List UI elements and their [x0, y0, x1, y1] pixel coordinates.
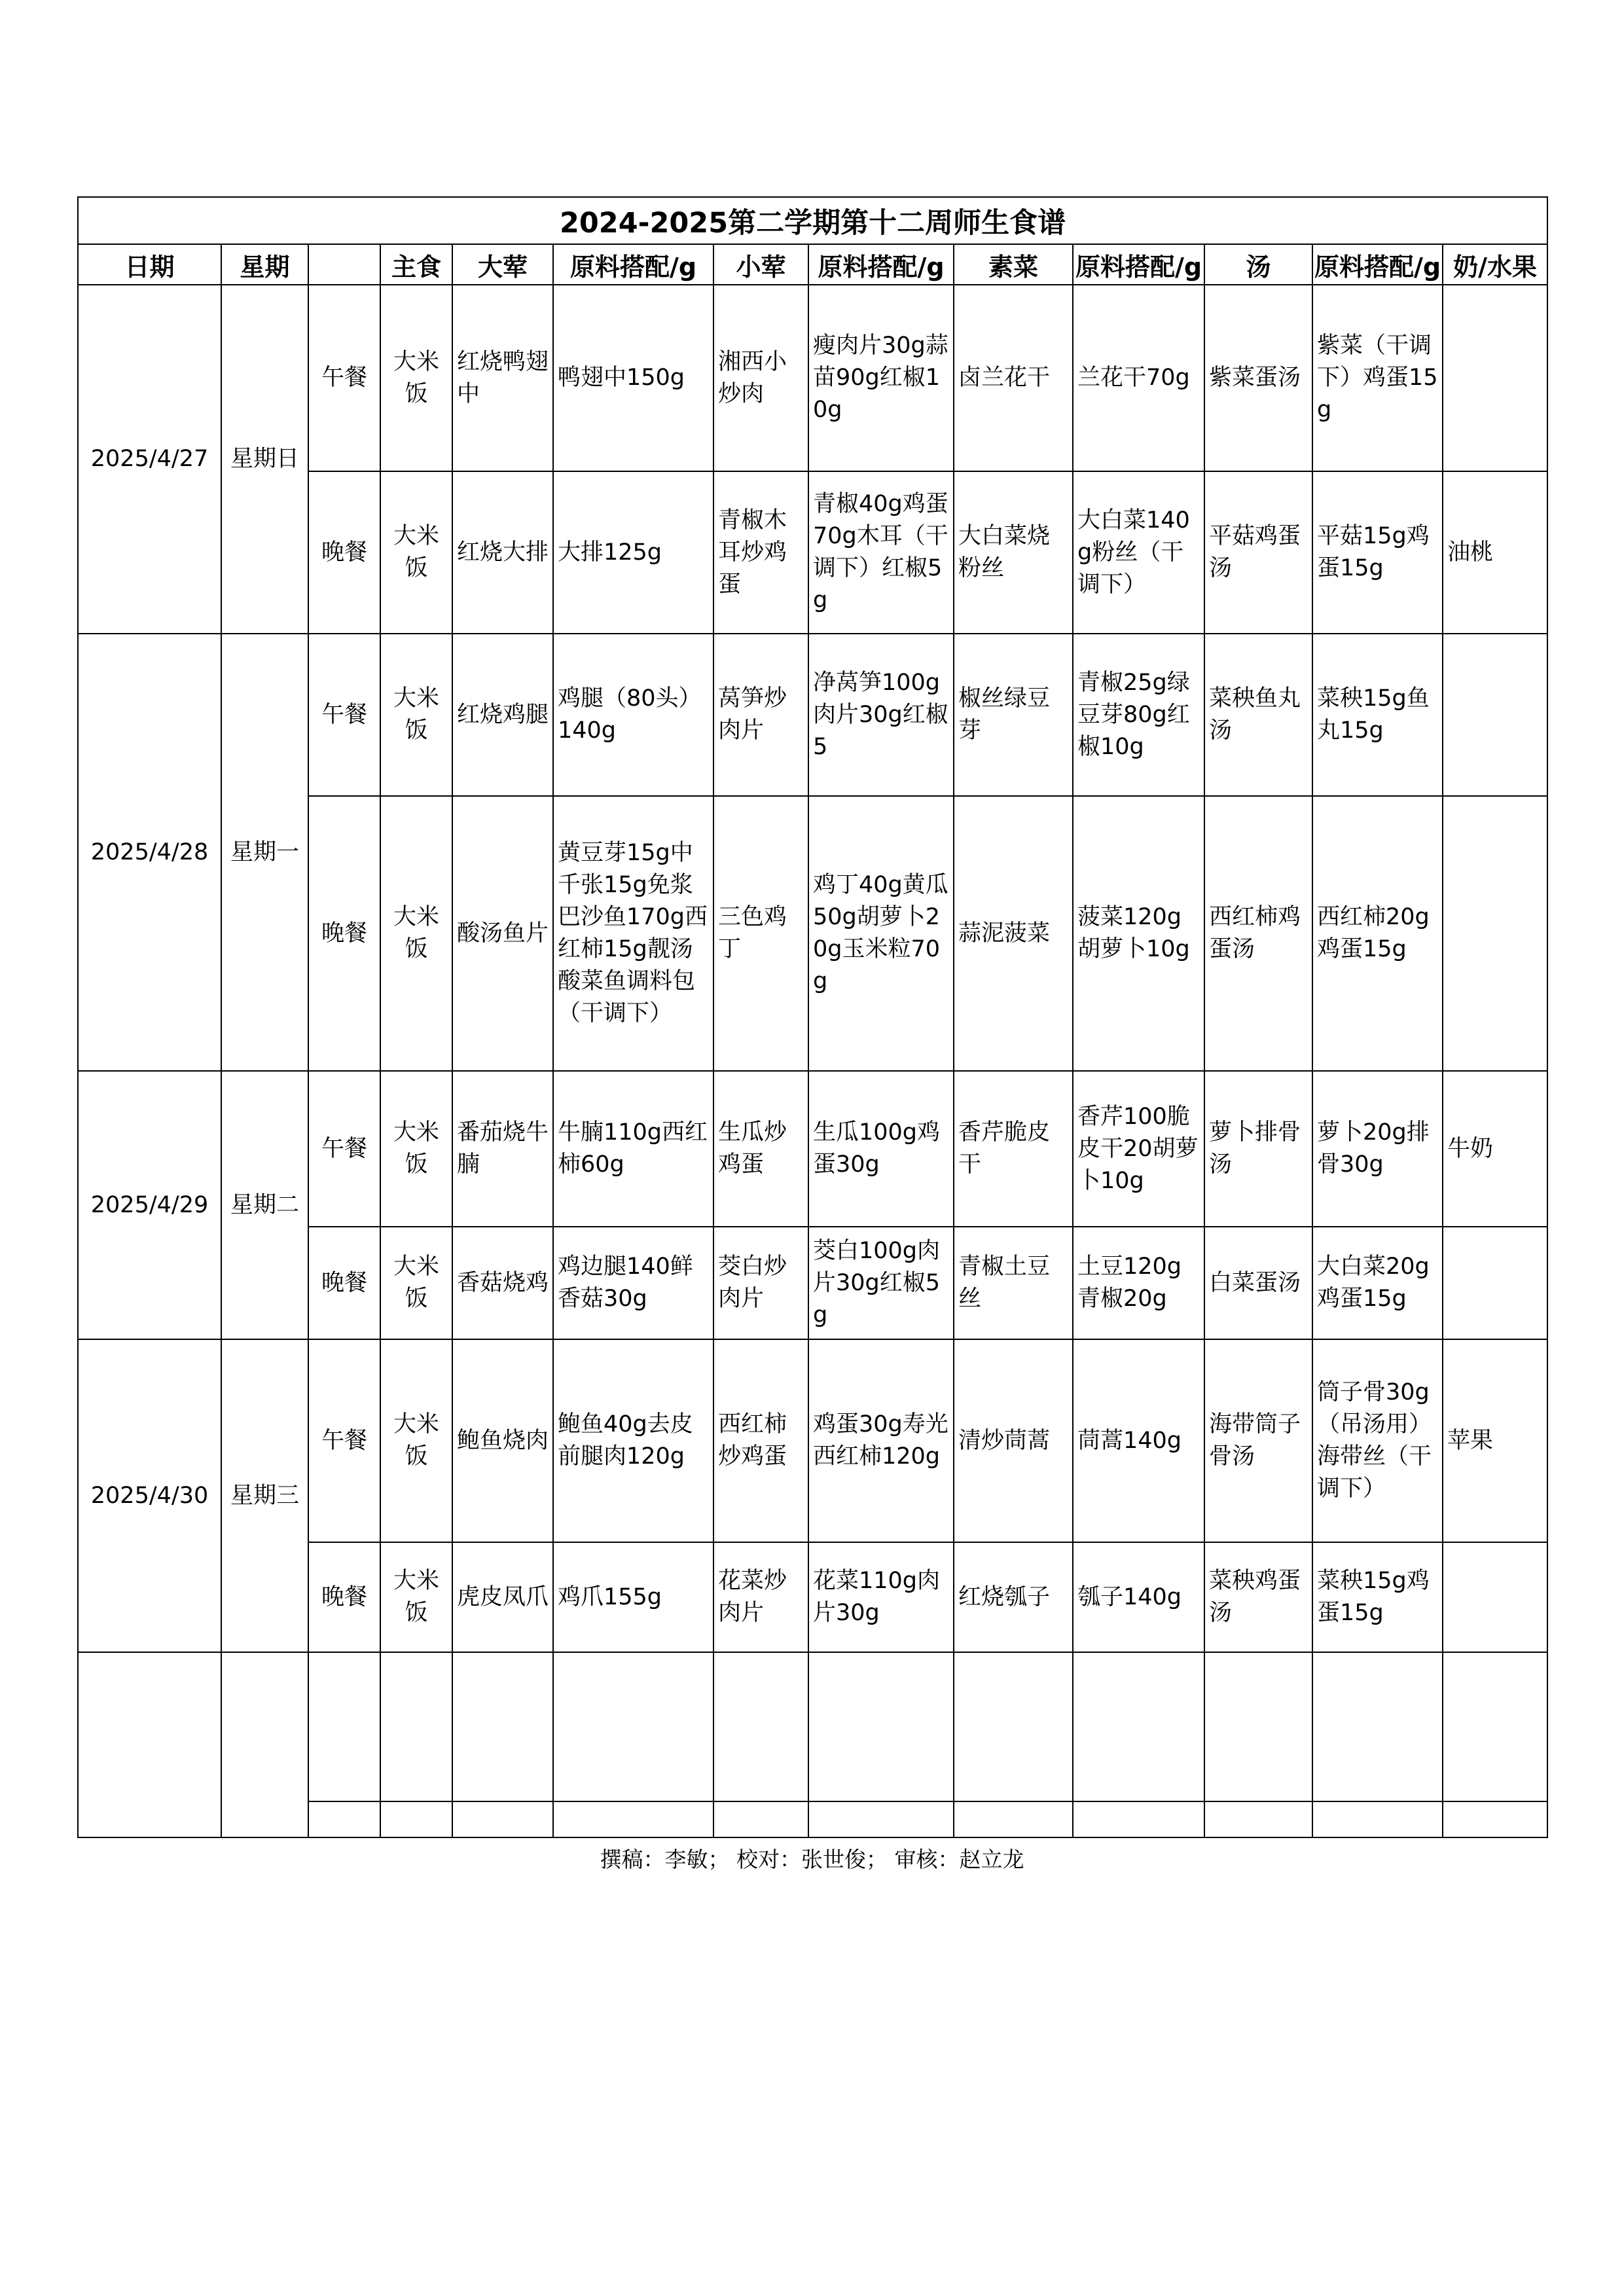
milk-fruit-cell	[1443, 796, 1547, 1071]
header-cell: 大荤	[452, 244, 553, 285]
soup-ingredients-cell: 菜秧15g鸡蛋15g	[1312, 1542, 1443, 1652]
staple-cell: 大米饭	[380, 1542, 452, 1652]
soup-cell: 紫菜蛋汤	[1204, 285, 1312, 471]
small-meat-ingredients-cell: 茭白100g肉片30g红椒5g	[808, 1227, 954, 1339]
page-title: 2024-2025第二学期第十二周师生食谱	[78, 197, 1547, 244]
staple-cell: 大米饭	[380, 796, 452, 1071]
small-meat-ingredients-cell: 鸡丁40g黄瓜50g胡萝卜20g玉米粒70g	[808, 796, 954, 1071]
empty-cell	[1443, 1652, 1547, 1801]
vegetable-cell: 香芹脆皮干	[954, 1071, 1073, 1227]
staple-cell: 大米饭	[380, 1339, 452, 1542]
vegetable-cell: 大白菜烧粉丝	[954, 471, 1073, 634]
small-meat-ingredients-cell: 鸡蛋30g寿光西红柿120g	[808, 1339, 954, 1542]
header-cell: 日期	[78, 244, 221, 285]
empty-cell	[1073, 1801, 1204, 1837]
header-cell: 原料搭配/g	[1312, 244, 1443, 285]
table-row	[78, 1071, 1547, 1227]
soup-ingredients-cell: 西红柿20g鸡蛋15g	[1312, 796, 1443, 1071]
staple-cell: 大米饭	[380, 285, 452, 471]
soup-ingredients-cell: 萝卜20g排骨30g	[1312, 1071, 1443, 1227]
vegetable-ingredients-cell: 青椒25g绿豆芽80g红椒10g	[1073, 634, 1204, 796]
soup-ingredients-cell: 大白菜20g鸡蛋15g	[1312, 1227, 1443, 1339]
date-cell: 2025/4/28	[78, 634, 221, 1071]
empty-cell	[808, 1652, 954, 1801]
big-meat-ingredients-cell: 大排125g	[553, 471, 713, 634]
vegetable-cell: 卤兰花干	[954, 285, 1073, 471]
small-meat-cell: 西红柿炒鸡蛋	[713, 1339, 808, 1542]
header-cell: 主食	[380, 244, 452, 285]
small-meat-cell: 莴笋炒肉片	[713, 634, 808, 796]
staple-cell: 大米饭	[380, 1227, 452, 1339]
small-meat-cell: 茭白炒肉片	[713, 1227, 808, 1339]
table-row	[78, 1652, 1547, 1801]
date-cell: 2025/4/29	[78, 1071, 221, 1339]
weekday-cell: 星期一	[221, 634, 308, 1071]
big-meat-cell: 鲍鱼烧肉	[452, 1339, 553, 1542]
vegetable-ingredients-cell: 大白菜140g粉丝（干调下）	[1073, 471, 1204, 634]
vegetable-cell: 蒜泥菠菜	[954, 796, 1073, 1071]
milk-fruit-cell: 苹果	[1443, 1339, 1547, 1542]
big-meat-cell: 红烧鸡腿	[452, 634, 553, 796]
soup-cell: 菜秧鸡蛋汤	[1204, 1542, 1312, 1652]
big-meat-ingredients-cell: 鸡腿（80头）140g	[553, 634, 713, 796]
header-cell: 素菜	[954, 244, 1073, 285]
soup-cell: 萝卜排骨汤	[1204, 1071, 1312, 1227]
big-meat-ingredients-cell: 牛腩110g西红柿60g	[553, 1071, 713, 1227]
meal-cell: 晚餐	[308, 1542, 380, 1652]
vegetable-ingredients-cell: 茼蒿140g	[1073, 1339, 1204, 1542]
header-cell: 汤	[1204, 244, 1312, 285]
big-meat-cell: 虎皮凤爪	[452, 1542, 553, 1652]
empty-cell	[380, 1801, 452, 1837]
soup-ingredients-cell: 紫菜（干调下）鸡蛋15g	[1312, 285, 1443, 471]
small-meat-ingredients-cell: 青椒40g鸡蛋70g木耳（干调下）红椒5g	[808, 471, 954, 634]
weekday-cell: 星期日	[221, 285, 308, 634]
big-meat-cell: 红烧大排	[452, 471, 553, 634]
small-meat-ingredients-cell: 净莴笋100g肉片30g红椒5	[808, 634, 954, 796]
date-cell: 2025/4/27	[78, 285, 221, 634]
small-meat-ingredients-cell: 花菜110g肉片30g	[808, 1542, 954, 1652]
header-cell: 小荤	[713, 244, 808, 285]
small-meat-cell: 湘西小炒肉	[713, 285, 808, 471]
header-cell	[308, 244, 380, 285]
weekday-cell: 星期三	[221, 1339, 308, 1652]
vegetable-ingredients-cell: 香芹100脆皮干20胡萝卜10g	[1073, 1071, 1204, 1227]
header-cell: 奶/水果	[1443, 244, 1547, 285]
meal-cell: 午餐	[308, 1071, 380, 1227]
milk-fruit-cell	[1443, 285, 1547, 471]
staple-cell: 大米饭	[380, 471, 452, 634]
empty-cell	[1443, 1801, 1547, 1837]
empty-cell	[452, 1801, 553, 1837]
small-meat-cell: 花菜炒肉片	[713, 1542, 808, 1652]
milk-fruit-cell	[1443, 1542, 1547, 1652]
big-meat-ingredients-cell: 黄豆芽15g中千张15g免浆巴沙鱼170g西红柿15g靓汤酸菜鱼调料包（干调下）	[553, 796, 713, 1071]
soup-ingredients-cell: 菜秧15g鱼丸15g	[1312, 634, 1443, 796]
vegetable-cell: 清炒茼蒿	[954, 1339, 1073, 1542]
vegetable-cell: 红烧瓠子	[954, 1542, 1073, 1652]
empty-cell	[713, 1652, 808, 1801]
milk-fruit-cell	[1443, 634, 1547, 796]
empty-date-cell	[78, 1652, 221, 1837]
table-row	[78, 1339, 1547, 1542]
date-cell: 2025/4/30	[78, 1339, 221, 1652]
meal-cell: 晚餐	[308, 796, 380, 1071]
empty-cell	[1204, 1801, 1312, 1837]
header-row	[78, 244, 1547, 285]
empty-weekday-cell	[221, 1652, 308, 1837]
vegetable-ingredients-cell: 菠菜120g胡萝卜10g	[1073, 796, 1204, 1071]
soup-cell: 海带筒子骨汤	[1204, 1339, 1312, 1542]
empty-cell	[553, 1801, 713, 1837]
empty-cell	[1204, 1652, 1312, 1801]
empty-cell	[308, 1652, 380, 1801]
credits-line: 撰稿：李敏； 校对：张世俊； 审核：赵立龙	[600, 1847, 1024, 1872]
small-meat-ingredients-cell: 生瓜100g鸡蛋30g	[808, 1071, 954, 1227]
soup-cell: 白菜蛋汤	[1204, 1227, 1312, 1339]
meal-cell: 午餐	[308, 285, 380, 471]
small-meat-cell: 青椒木耳炒鸡蛋	[713, 471, 808, 634]
meal-cell: 午餐	[308, 634, 380, 796]
empty-cell	[553, 1652, 713, 1801]
staple-cell: 大米饭	[380, 1071, 452, 1227]
vegetable-cell: 椒丝绿豆芽	[954, 634, 1073, 796]
vegetable-cell: 青椒土豆丝	[954, 1227, 1073, 1339]
soup-ingredients-cell: 平菇15g鸡蛋15g	[1312, 471, 1443, 634]
big-meat-cell: 番茄烧牛腩	[452, 1071, 553, 1227]
menu-table	[77, 196, 1548, 1838]
empty-cell	[954, 1801, 1073, 1837]
empty-cell	[808, 1801, 954, 1837]
menu-body	[78, 285, 1547, 1837]
empty-cell	[308, 1801, 380, 1837]
meal-cell: 晚餐	[308, 471, 380, 634]
vegetable-ingredients-cell: 瓠子140g	[1073, 1542, 1204, 1652]
big-meat-ingredients-cell: 鲍鱼40g去皮前腿肉120g	[553, 1339, 713, 1542]
table-row	[78, 285, 1547, 471]
empty-cell	[452, 1652, 553, 1801]
staple-cell: 大米饭	[380, 634, 452, 796]
empty-cell	[713, 1801, 808, 1837]
big-meat-ingredients-cell: 鸡爪155g	[553, 1542, 713, 1652]
small-meat-cell: 三色鸡丁	[713, 796, 808, 1071]
header-cell: 星期	[221, 244, 308, 285]
soup-cell: 西红柿鸡蛋汤	[1204, 796, 1312, 1071]
small-meat-cell: 生瓜炒鸡蛋	[713, 1071, 808, 1227]
header-cell: 原料搭配/g	[553, 244, 713, 285]
big-meat-ingredients-cell: 鸭翅中150g	[553, 285, 713, 471]
big-meat-cell: 红烧鸭翅中	[452, 285, 553, 471]
small-meat-ingredients-cell: 瘦肉片30g蒜苗90g红椒10g	[808, 285, 954, 471]
soup-cell: 菜秧鱼丸汤	[1204, 634, 1312, 796]
empty-cell	[954, 1652, 1073, 1801]
weekday-cell: 星期二	[221, 1071, 308, 1339]
soup-cell: 平菇鸡蛋汤	[1204, 471, 1312, 634]
vegetable-ingredients-cell: 兰花干70g	[1073, 285, 1204, 471]
big-meat-cell: 香菇烧鸡	[452, 1227, 553, 1339]
milk-fruit-cell: 油桃	[1443, 471, 1547, 634]
soup-ingredients-cell: 筒子骨30g（吊汤用）海带丝（干调下）	[1312, 1339, 1443, 1542]
empty-cell	[1312, 1652, 1443, 1801]
table-row	[78, 634, 1547, 796]
big-meat-ingredients-cell: 鸡边腿140鲜香菇30g	[553, 1227, 713, 1339]
empty-cell	[1312, 1801, 1443, 1837]
meal-cell: 午餐	[308, 1339, 380, 1542]
header-cell: 原料搭配/g	[808, 244, 954, 285]
vegetable-ingredients-cell: 土豆120g青椒20g	[1073, 1227, 1204, 1339]
empty-cell	[380, 1652, 452, 1801]
header-cell: 原料搭配/g	[1073, 244, 1204, 285]
milk-fruit-cell: 牛奶	[1443, 1071, 1547, 1227]
empty-cell	[1073, 1652, 1204, 1801]
milk-fruit-cell	[1443, 1227, 1547, 1339]
meal-cell: 晚餐	[308, 1227, 380, 1339]
big-meat-cell: 酸汤鱼片	[452, 796, 553, 1071]
